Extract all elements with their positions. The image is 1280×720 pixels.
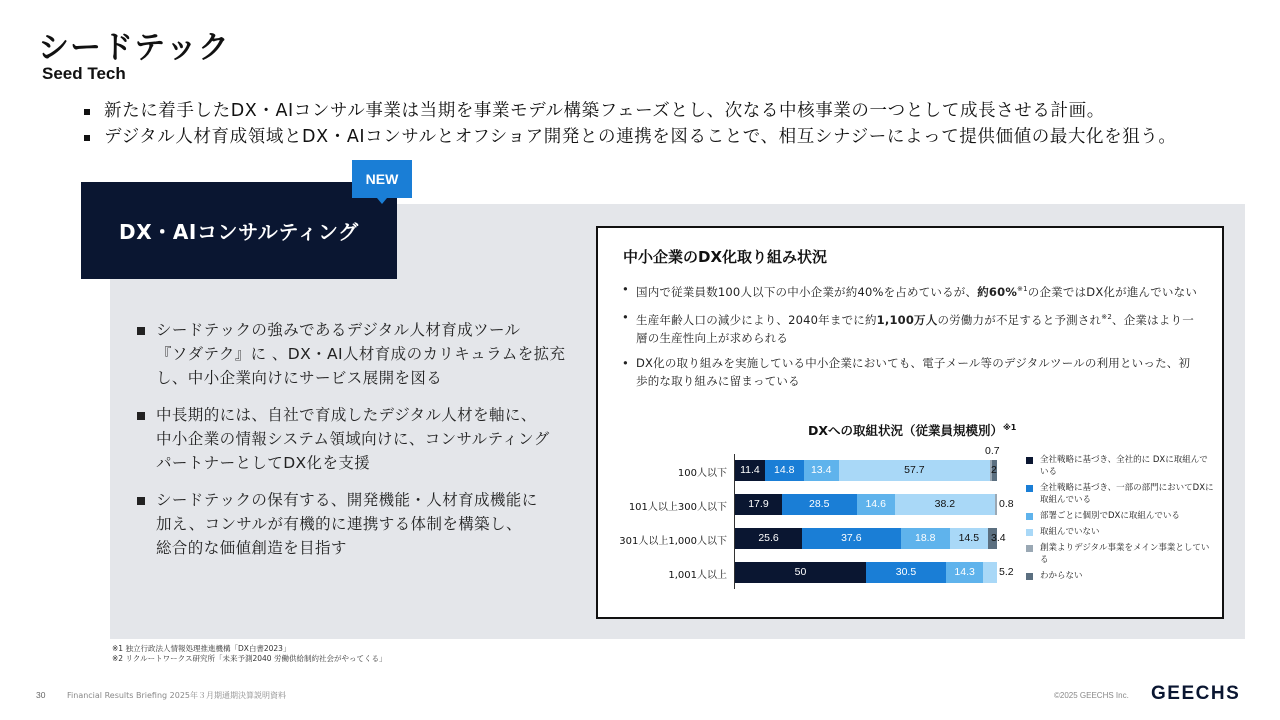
footnote-ref: ※2 (1101, 313, 1112, 321)
bar-segment: 14.8 (765, 460, 804, 481)
data-label: 2 (991, 464, 997, 476)
legend-label: 取組んでいない (1040, 527, 1100, 537)
chart-title (808, 421, 1016, 439)
legend-swatch (1026, 457, 1033, 464)
category-label: 101人以上300人以下 (628, 502, 727, 513)
page-subtitle: Seed Tech (42, 64, 126, 83)
chart-legend (1026, 454, 1216, 586)
legend-item (1026, 570, 1216, 582)
left-point (136, 403, 581, 475)
footnote: ※2 リクルートワークス研究所「未来予測2040 労働供給制約社会がやってくる」 (112, 654, 387, 663)
footnote: ※1 独立行政法人情報処理推進機構「DX白書2023」 (112, 644, 291, 653)
category-label: 1,001人以上 (668, 570, 727, 581)
new-badge: NEW (352, 160, 412, 198)
bar-segment: 50 (735, 562, 866, 583)
bar-segment: 17.9 (735, 494, 782, 515)
bar-segment: 14.6 (857, 494, 895, 515)
left-point-line: シードテックの保有する、開発機能・人材育成機能に (156, 491, 538, 509)
bar-segment: 25.6 (735, 528, 802, 549)
lead-list (84, 98, 1264, 150)
bullet-text: 生産年齢人口の減少により、2040年までに約 (636, 313, 877, 327)
bullet-emphasis: 1,100万人 (876, 313, 938, 327)
chart-title-text: DXへの取組状況（従業員規模別） (808, 423, 1004, 438)
bar-segment (983, 562, 997, 583)
card-title: 中小企業のDX化取り組み状況 (623, 248, 828, 266)
footnotes (112, 644, 386, 664)
card-bullet (620, 308, 1200, 347)
legend-swatch (1026, 513, 1033, 520)
left-points (136, 318, 581, 573)
legend-item (1026, 510, 1216, 522)
section-heading: DX・AIコンサルティング (119, 220, 359, 244)
bar-segment: 14.5 (950, 528, 988, 549)
copyright: ©2025 GEECHS Inc. (1054, 691, 1129, 700)
bullet-text: の労働力が不足すると予測され (937, 313, 1102, 327)
bar-segment: 14.3 (946, 562, 983, 583)
left-point-line: 総合的な価値創造を目指す (156, 539, 347, 557)
bar-segment: 13.4 (804, 460, 839, 481)
lead-item: 新たに着手したDX・AIコンサル事業は当期を事業モデル構築フェーズとし、次なる中核事業の一つとして成長させる計画。 (84, 98, 1264, 124)
left-point (136, 318, 581, 390)
bullet-text: 国内で従業員数100人以下の中小企業が約40%を占めているが、 (636, 285, 978, 299)
bar-segment: 30.5 (866, 562, 946, 583)
bullet-emphasis: 約60% (977, 285, 1018, 299)
category-label: 301人以上1,000人以下 (619, 536, 727, 547)
legend-swatch (1026, 573, 1033, 580)
footnote-ref: ※1 (1003, 423, 1017, 432)
legend-swatch (1026, 485, 1033, 492)
category-label: 100人以下 (677, 468, 727, 479)
company-logo: GEECHS (1151, 683, 1241, 704)
legend-label: わからない (1040, 571, 1083, 581)
data-label: 5.2 (999, 566, 1014, 578)
bar-segment: 57.7 (839, 460, 990, 481)
legend-label: 全社戦略に基づき、一部の部門においてDXに取組んでいる (1040, 483, 1214, 505)
data-label: 0.8 (999, 498, 1014, 510)
bar-segment: 18.8 (901, 528, 950, 549)
document-name: Financial Results Briefing 2025年３月期通期決算説明資料 (67, 691, 287, 700)
card-bullets (620, 280, 1200, 397)
left-point-line: 『ソダテク』に 、DX・AI人材育成のカリキュラムを拡充 (156, 345, 566, 363)
bar-segment: 11.4 (735, 460, 765, 481)
bullet-text: の企業ではDX化が進んでいない (1027, 285, 1198, 299)
lead-item: デジタル人材育成領域とDX・AIコンサルとオフショア開発との連携を図ることで、相互シナジーによって提供価値の最大化を狙う。 (84, 124, 1264, 150)
legend-swatch (1026, 529, 1033, 536)
badge-pointer-icon (377, 198, 387, 204)
left-point-line: シードテックの強みであるデジタル人材育成ツール (156, 321, 521, 339)
legend-label: 部署ごとに個別でDXに取組んでいる (1040, 511, 1180, 521)
bar-segment: 37.6 (802, 528, 901, 549)
section-heading-box (81, 182, 397, 279)
legend-item (1026, 454, 1216, 478)
bullet-text: 、企業はより一層の生産性向上が求められる (636, 313, 1194, 345)
card-bullet (620, 280, 1200, 301)
legend-label: 全社戦略に基づき、全社的に DXに取組んでいる (1040, 455, 1208, 477)
bullet-text: DX化の取り組みを実施している中小企業においても、電子メール等のデジタルツールの利用といった、初歩的な取り組みに留まっている (636, 356, 1191, 388)
legend-item (1026, 542, 1216, 566)
left-point-line: パートナーとしてDX化を支援 (156, 454, 371, 472)
data-label: 3.4 (991, 532, 1006, 544)
footnote-ref: ※1 (1017, 285, 1028, 293)
page-number: 30 (36, 690, 46, 700)
legend-swatch (1026, 545, 1033, 552)
card-bullet (620, 354, 1200, 390)
legend-item (1026, 482, 1216, 506)
bar-segment: 38.2 (895, 494, 995, 515)
dx-status-card (596, 226, 1224, 619)
left-point (136, 488, 581, 560)
bar-segment (995, 494, 997, 515)
data-label: 0.7 (985, 445, 1000, 457)
page-title: シードテック (38, 30, 230, 66)
left-point-line: し、中小企業向けにサービス展開を図る (156, 369, 443, 387)
bar-segment: 28.5 (782, 494, 857, 515)
left-point-line: 中長期的には、自社で育成したデジタル人材を軸に、 (156, 406, 537, 424)
legend-label: 創業よりデジタル事業をメイン事業としている (1040, 543, 1210, 565)
left-point-line: 中小企業の情報システム領域向けに、コンサルティング (156, 430, 550, 448)
left-point-line: 加え、コンサルが有機的に連携する体制を構築し、 (156, 515, 522, 533)
legend-item (1026, 526, 1216, 538)
